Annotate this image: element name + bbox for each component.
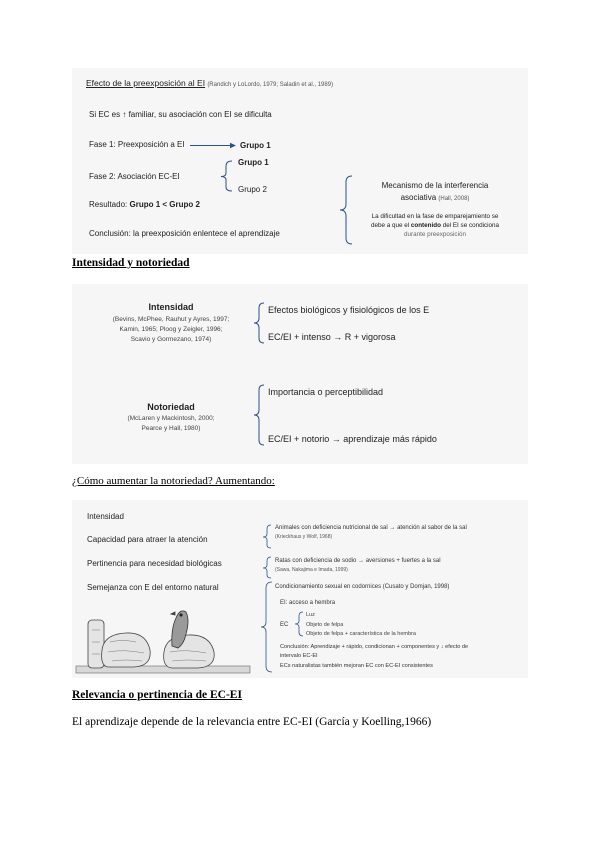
preexposure-conclusion: Conclusión: la preexposición enlentece el aprendizaje	[89, 229, 280, 238]
salience-item-perceptibility: Importancia o perceptibilidad	[268, 387, 384, 397]
ec-option-light: Luz	[306, 612, 315, 618]
mechanism-text-line3: durante preexposición	[404, 231, 466, 238]
ec-option-plush: Objeto de felpa	[306, 622, 344, 628]
section-heading-intensity: Intensidad y notoriedad	[72, 257, 190, 269]
similarity-conclusion-1: Conclusión: Aprendizaje + rápido, condicionan + componentes y ↓ efecto de	[280, 644, 469, 650]
plush-object-right	[164, 635, 215, 668]
similarity-conclusion-2: intervalo EC-EI	[280, 653, 318, 659]
ec-option-plush-female: Objeto de felpa + característica de la hembra	[306, 631, 416, 637]
ei-description: EI: acceso a hembra	[280, 600, 336, 606]
similarity-conclusion-3: ECs naturalistas también mejoran EC con EC-EI consistentes	[280, 663, 433, 669]
preexposure-title: Efecto de la preexposición al EI (Randich y LoLordo, 1979; Saladin et al., 1989)	[86, 78, 334, 88]
salience-title: Notoriedad	[147, 402, 195, 412]
phase2-label: Fase 2: Asociación EC-EI	[89, 172, 180, 181]
result-line: Resultado: Grupo 1 < Grupo 2	[89, 200, 200, 209]
ec-brace	[295, 612, 303, 636]
ec-label: EC	[280, 622, 289, 628]
phase1-group: Grupo 1	[240, 141, 271, 150]
phase1-label: Fase 1: Preexposición a EI	[89, 140, 185, 149]
attention-example: Animales con deficiencia nutricional de sal → atención al sabor de la sal	[275, 525, 467, 531]
pertinence-ref: (Sawa, Nakajima e Imada, 1999)	[275, 567, 348, 573]
intensity-ref-1: (Bevins, McPhee, Rauhut y Ayres, 1997;	[112, 316, 230, 323]
salience-list-intensity: Intensidad	[87, 512, 124, 521]
phase2-group2: Grupo 2	[238, 185, 267, 194]
mechanism-text-line2: debe a que el contenido del EI se condiciona	[370, 222, 500, 229]
similarity-example: Condicionamiento sexual en codornices (Cusato y Domjan, 1998)	[275, 584, 450, 590]
quail-illustration	[74, 600, 252, 678]
salience-list-pertinence: Pertinencia para necesidad biológicas	[87, 559, 222, 568]
mechanism-subtitle: asociativa (Hall, 2008)	[400, 193, 470, 202]
attention-brace	[263, 525, 271, 548]
mechanism-text-line1: La dificultad en la fase de emparejamiento se	[371, 213, 499, 220]
intensity-item-biological: Efectos biológicos y fisiológicos de los E	[268, 305, 430, 315]
salience-item-faster-learning: EC/EI + notorio → aprendizaje más rápido	[268, 434, 437, 444]
attention-ref: (Krieckhaus y Wolf, 1968)	[275, 534, 333, 540]
intensity-ref-2: Kamin, 1965; Ploog y Zeigler, 1996;	[119, 326, 223, 333]
salience-list-similarity: Semejanza con E del entorno natural	[87, 583, 219, 592]
section-heading-relevance: Relevancia o pertinencia de EC-EI	[72, 689, 242, 701]
relevance-paragraph: El aprendizaje depende de la relevancia entre EC-EI (García y Koelling,1966)	[72, 716, 432, 728]
mechanism-title: Mecanismo de la interferencia	[381, 181, 489, 190]
intensity-item-vigorous: EC/EI + intenso → R + vigorosa	[268, 332, 396, 342]
pertinence-example: Ratas con deficiencia de sodio → aversiones + fuertes a la sal	[275, 558, 441, 564]
salience-ref-1: (McLaren y Mackintosh, 2000;	[127, 415, 215, 422]
salience-list-attention: Capacidad para atraer la atención	[87, 535, 208, 544]
similarity-brace	[261, 582, 272, 672]
section-heading-salience: ¿Cómo aumentar la notoriedad? Aumentando:	[72, 475, 275, 487]
phase2-group1: Grupo 1	[238, 158, 269, 167]
familiarity-statement: Si EC es ↑ familiar, su asociación con EI se dificulta	[89, 110, 272, 119]
salience-ref-2: Pearce y Hall, 1980)	[141, 425, 201, 432]
intensity-ref-3: Scavio y Gormezano, 1974)	[130, 336, 212, 343]
intensity-title: Intensidad	[148, 302, 194, 312]
pertinence-brace	[263, 557, 271, 578]
